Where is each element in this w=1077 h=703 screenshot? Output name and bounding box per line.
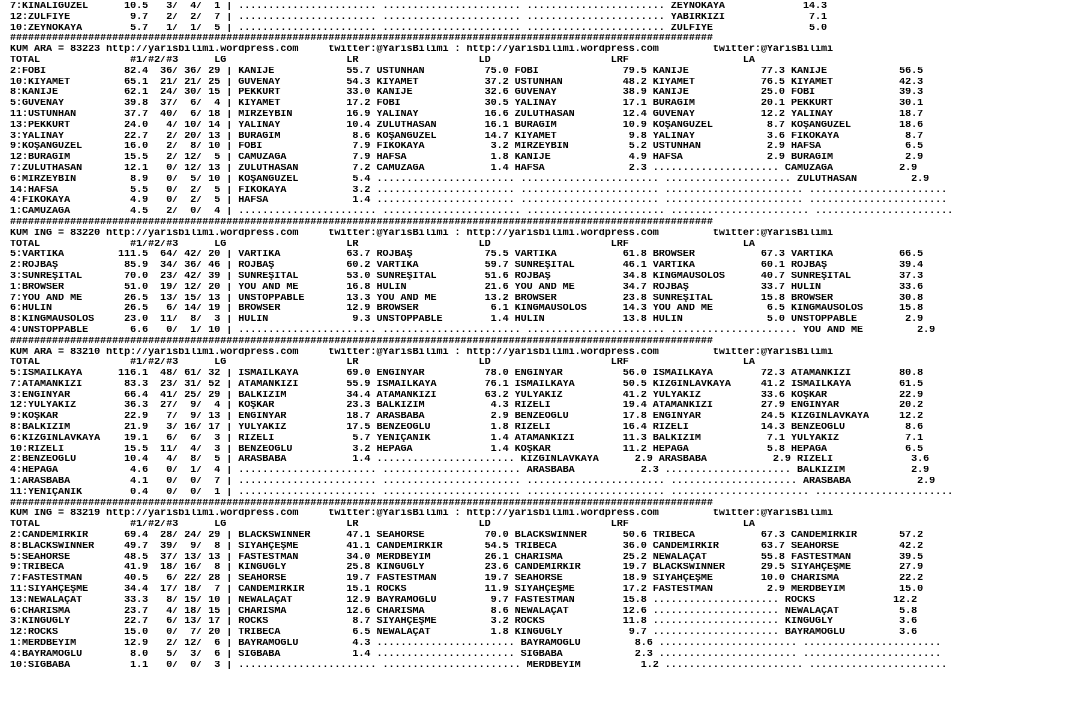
text-line: 10:RİZELİ 15.5 11/ 4/ 3 | BENZEOĞLU 3.2 HEPAĞA 1.4 KÖŞKAR 11.2 HEPAĞA 5.8 HEPAĞA 6.5 <box>10 444 924 455</box>
text-line: 13:NEWALAÇAT 33.3 8/ 15/ 10 | NEWALAÇAT 12.9 BAYRAMOĞLU 9.7 FASTESTMAN 15.8 ..................... ROCKS 12.2 <box>10 595 918 606</box>
column-header: TOTAL #1/#2/#3 LG LR LD LRF LA <box>10 358 755 369</box>
text-line: 4:HEPAĞA 4.6 0/ 1/ 4 | ....................... ....................... ARASBABA 2.3 ..................... BALKIZIM 2.9 <box>10 466 930 477</box>
text-line: 12:ROCKS 15.0 0/ 7/ 20 | TRIBECA 6.5 NEWALAÇAT 1.8 KINGUGLY 9.7 ..................... BAYRAMOĞLU 3.6 <box>10 628 918 639</box>
text-line: 2:BENZEOĞLU 10.4 4/ 8/ 5 | ARASBABA 1.4 ....................... KIZGINLAVKAYA 2.9 ARASBABA 2.9 RİZELİ 3.6 <box>10 455 930 466</box>
section-header: KUM İNG = 83220 http://yarisbilimi.wordpress.com twitter:@YarisBilimi : http://yarisbilimi.wordpress.com twitter:@YarisBilimi <box>10 228 833 239</box>
text-line: 5:VARTİKA 111.5 64/ 42/ 20 | VARTİKA 63.7 ROJBAŞ 75.5 VARTİKA 61.8 BROWSER 67.3 VARTİKA 66.5 <box>10 250 924 261</box>
text-line: 2:CANDEMİRKIR 69.4 28/ 24/ 29 | BLACKSWINNER 47.1 SEAHORSE 70.0 BLACKSWINNER 50.6 TRIBECA 67.3 CANDEMİRKIR 57.2 <box>10 531 924 542</box>
section-header: KUM İNG = 83219 http://yarisbilimi.wordpress.com twitter:@YarisBilimi : http://yarisbilimi.wordpress.com twitter:@YarisBilimi <box>10 509 833 520</box>
text-line: 14:HAFSA 5.5 0/ 2/ 5 | FİKOKAYA 3.2 ....................... ....................... ....................... ....................... <box>10 185 948 196</box>
text-line: 11:ÜSTÜNHAN 37.7 40/ 6/ 18 | MİRZEYBİN 16.9 YALINAY 16.6 ZULUTHASAN 12.4 GÜVENAY 12.2 YALINAY 18.7 <box>10 109 924 120</box>
column-header: TOTAL #1/#2/#3 LG LR LD LRF LA <box>10 55 755 66</box>
text-line: 3:SUNREŞİTAL 70.0 23/ 42/ 39 | SUNREŞİTAL 53.0 SUNREŞİTAL 51.6 ROJBAŞ 34.8 KINGMAUSOLOS 40.7 SUNREŞİTAL 37.3 <box>10 271 924 282</box>
text-line: 5:GÜVENAY 39.8 37/ 6/ 4 | KIYAMET 17.2 FOBİ 30.5 YALINAY 17.1 BURAĞIM 20.1 PEKKURT 30.1 <box>10 99 924 110</box>
text-line: 1:ARASBABA 4.1 0/ 0/ 7 | ....................... ....................... ....................... ..................... ARASBABA 2.9 <box>10 477 936 488</box>
text-line: 7:ATAMANKIZI 83.3 23/ 31/ 52 | ATAMANKIZI 55.9 İSMAİLKAYA 76.1 İSMAİLKAYA 50.5 KIZGINLAVKAYA 41.2 İSMAİLKAYA 61.5 <box>10 379 924 390</box>
text-line: 6:MİRZEYBİN 8.9 0/ 5/ 10 | KOŞANGÜZEL 5.4 ....................... ....................... ..................... ZULUTHASAN 2.9 <box>10 174 930 185</box>
text-line: 4:BAYRAMOĞLU 8.0 5/ 3/ 6 | SIĞBABA 1.4 ....................... SIĞBABA 2.3 ....................... ....................... <box>10 649 942 660</box>
text-line: 9:KOŞANGÜZEL 16.0 2/ 8/ 10 | FOBİ 7.9 FİKOKAYA 3.2 MİRZEYBİN 5.2 ÜSTÜNHAN 2.9 HAFSA 6.5 <box>10 142 924 153</box>
text-line: 13:PEKKURT 24.0 4/ 10/ 14 | YALINAY 10.4 ZULUTHASAN 16.1 BURAĞIM 10.9 KOŞANGÜZEL 8.7 KOŞANGÜZEL 18.6 <box>10 120 924 131</box>
text-line: 12:YULYAKIZ 36.3 27/ 9/ 4 | KÖŞKAR 23.3 BALKIZIM 4.3 RİZELİ 19.4 ATAMANKIZI 27.9 ENGİNYAR 20.2 <box>10 401 924 412</box>
text-line: 4:UNSTOPPABLE 6.6 0/ 1/ 10 | ....................... ....................... ....................... ..................... YOU AND ME 2.9 <box>10 325 936 336</box>
text-line: 1:CAMUZAĞA 4.5 2/ 0/ 4 | ....................... ....................... ....................... ....................... ....................... <box>10 207 954 218</box>
text-line: 1:BROWSER 51.0 19/ 12/ 20 | YOU AND ME 16.8 HULİN 21.6 YOU AND ME 34.7 ROJBAŞ 33.7 HULİN 33.6 <box>10 282 924 293</box>
separator-line: ##################################################################################################################### <box>10 498 713 509</box>
text-line: 1:MERDBEYİM 12.9 2/ 12/ 6 | BAYRAMOĞLU 4.3 ....................... BAYRAMOĞLU 8.6 ....................... ....................... <box>10 639 942 650</box>
text-line: 12:ZÜLFİYE 9.7 2/ 2/ 7 | ....................... ....................... ....................... YABIRKIZI 7.1 <box>10 12 827 23</box>
text-line: 12:BURAĞIM 15.5 2/ 12/ 5 | CAMUZAĞA 7.9 HAFSA 1.8 KANİJE 4.9 HAFSA 2.9 BURAĞIM 2.9 <box>10 153 924 164</box>
text-line: 2:FOBİ 82.4 36/ 36/ 29 | KANİJE 55.7 ÜSTÜNHAN 75.0 FOBİ 79.5 KANİJE 77.3 KANİJE 56.5 <box>10 66 924 77</box>
separator-line: ##################################################################################################################### <box>10 336 713 347</box>
text-line: 7:ZULUTHASAN 12.1 0/ 12/ 13 | ZULUTHASAN 7.2 CAMUZAĞA 1.4 HAFSA 2.3 ..................... CAMUZAĞA 2.9 <box>10 163 918 174</box>
text-line: 3:YALINAY 22.7 2/ 20/ 13 | BURAĞIM 8.6 KOŞANGÜZEL 14.7 KIYAMET 9.8 YALINAY 3.6 FİKOKAYA 8.7 <box>10 131 924 142</box>
text-line: 3:KINGUGLY 22.7 6/ 13/ 17 | ROCKS 8.7 SİYAHÇEŞME 3.2 ROCKS 11.8 ..................... KINGUGLY 3.6 <box>10 617 918 628</box>
text-line: 8:BLACKSWINNER 49.7 39/ 9/ 8 | SİYAHÇEŞME 41.1 CANDEMİRKIR 54.5 TRIBECA 36.0 CANDEMİRKIR 63.7 SEAHORSE 42.2 <box>10 541 924 552</box>
text-line: 2:ROJBAŞ 85.9 34/ 36/ 46 | ROJBAŞ 60.2 VARTİKA 59.7 SUNREŞİTAL 46.1 VARTİKA 60.1 ROJBAŞ 39.4 <box>10 261 924 272</box>
text-line: 11:YENİÇANİK 0.4 0/ 0/ 1 | ....................... ....................... ....................... ....................... ....................... <box>10 487 954 498</box>
text-line: 5:SEAHORSE 48.5 37/ 13/ 13 | FASTESTMAN 34.0 MERDBEYİM 26.1 CHARISMA 25.2 NEWALAÇAT 55.8 FASTESTMAN 39.5 <box>10 552 924 563</box>
text-line: 4:FİKOKAYA 4.9 0/ 2/ 5 | HAFSA 1.4 ....................... ....................... ....................... ....................... <box>10 196 948 207</box>
separator-line: ##################################################################################################################### <box>10 217 713 228</box>
text-line: 6:CHARISMA 23.7 4/ 18/ 15 | CHARISMA 12.6 CHARISMA 8.6 NEWALAÇAT 12.6 ..................... NEWALAÇAT 5.8 <box>10 606 918 617</box>
text-line: 8:KANİJE 62.1 24/ 30/ 15 | PEKKURT 33.0 KANİJE 32.6 GÜVENAY 38.9 KANİJE 25.0 FOBİ 39.3 <box>10 88 924 99</box>
column-header: TOTAL #1/#2/#3 LG LR LD LRF LA <box>10 520 755 531</box>
text-line: 7:FASTESTMAN 40.5 6/ 22/ 28 | SEAHORSE 19.7 FASTESTMAN 19.7 SEAHORSE 18.9 SİYAHÇEŞME 10.0 CHARISMA 22.2 <box>10 574 924 585</box>
text-line: 10:SIĞBABA 1.1 0/ 0/ 3 | ....................... ....................... MERDBEYİM 1.2 ....................... ....................... <box>10 660 948 671</box>
separator-line: ##################################################################################################################### <box>10 34 713 45</box>
section-header: KUM ARA = 83210 http://yarisbilimi.wordpress.com twitter:@YarisBilimi : http://yarisbilimi.wordpress.com twitter:@YarisBilimi <box>10 347 833 358</box>
text-line: 5:İSMAİLKAYA 116.1 48/ 61/ 32 | İSMAİLKAYA 69.0 ENGİNYAR 78.0 ENGİNYAR 56.0 İSMAİLKAYA 72.3 ATAMANKIZI 80.8 <box>10 369 924 380</box>
text-line: 10:ZEYNOKAYA 5.7 1/ 1/ 5 | ....................... ....................... ....................... ZÜLFİYE 5.0 <box>10 23 827 34</box>
column-header: TOTAL #1/#2/#3 LG LR LD LRF LA <box>10 239 755 250</box>
text-line: 8:BALKIZIM 21.9 3/ 16/ 17 | YULYAKIZ 17.5 BENZEOĞLU 1.8 RİZELİ 16.4 RİZELİ 14.3 BENZEOĞLU 8.6 <box>10 423 924 434</box>
text-line: 6:HULİN 26.5 6/ 14/ 19 | BROWSER 12.9 BROWSER 6.1 KINGMAUSOLOS 14.3 YOU AND ME 6.5 KINGMAUSOLOS 15.8 <box>10 304 924 315</box>
text-line: 9:KÖŞKAR 22.9 7/ 9/ 13 | ENGİNYAR 18.7 ARASBABA 2.9 BENZEOĞLU 17.8 ENGİNYAR 24.5 KIZGINLAVKAYA 12.2 <box>10 412 924 423</box>
text-line: 6:KIZGINLAVKAYA 19.1 6/ 6/ 3 | RİZELİ 5.7 YENİÇANİK 1.4 ATAMANKIZI 11.3 BALKIZIM 7.1 YULYAKIZ 7.1 <box>10 433 924 444</box>
text-line: 9:TRIBECA 41.9 18/ 16/ 8 | KINGUGLY 25.8 KINGUGLY 23.6 CANDEMİRKIR 19.7 BLACKSWINNER 29.5 SİYAHÇEŞME 27.9 <box>10 563 924 574</box>
text-line: 7:KINALIGÜZEL 10.5 3/ 4/ 1 | ....................... ....................... ....................... ZEYNOKAYA 14.3 <box>10 2 827 12</box>
text-line: 7:YOU AND ME 26.5 13/ 15/ 13 | UNSTOPPABLE 13.3 YOU AND ME 13.2 BROWSER 23.8 SUNREŞİTAL 15.8 BROWSER 30.8 <box>10 293 924 304</box>
text-line: 11:SİYAHÇEŞME 34.4 17/ 18/ 7 | CANDEMİRKIR 15.1 ROCKS 11.9 SİYAHÇEŞME 17.2 FASTESTMAN 2.9 MERDBEYİM 15.0 <box>10 585 924 596</box>
text-line: 3:ENGİNYAR 66.4 41/ 25/ 29 | BALKIZIM 34.4 ATAMANKIZI 63.2 YULYAKIZ 41.2 YULYAKIZ 33.6 KÖŞKAR 22.9 <box>10 390 924 401</box>
section-header: KUM ARA = 83223 http://yarisbilimi.wordpress.com twitter:@YarisBilimi : http://yarisbilimi.wordpress.com twitter:@YarisBilimi <box>10 45 833 56</box>
text-line: 10:KIYAMET 65.1 21/ 21/ 25 | GÜVENAY 54.3 KIYAMET 37.2 ÜSTÜNHAN 48.2 KIYAMET 76.5 KIYAMET 42.3 <box>10 77 924 88</box>
text-line: 8:KINGMAUSOLOS 23.0 11/ 8/ 3 | HULİN 9.3 UNSTOPPABLE 1.4 HULİN 13.8 HULİN 5.0 UNSTOPPABLE 2.9 <box>10 315 924 326</box>
